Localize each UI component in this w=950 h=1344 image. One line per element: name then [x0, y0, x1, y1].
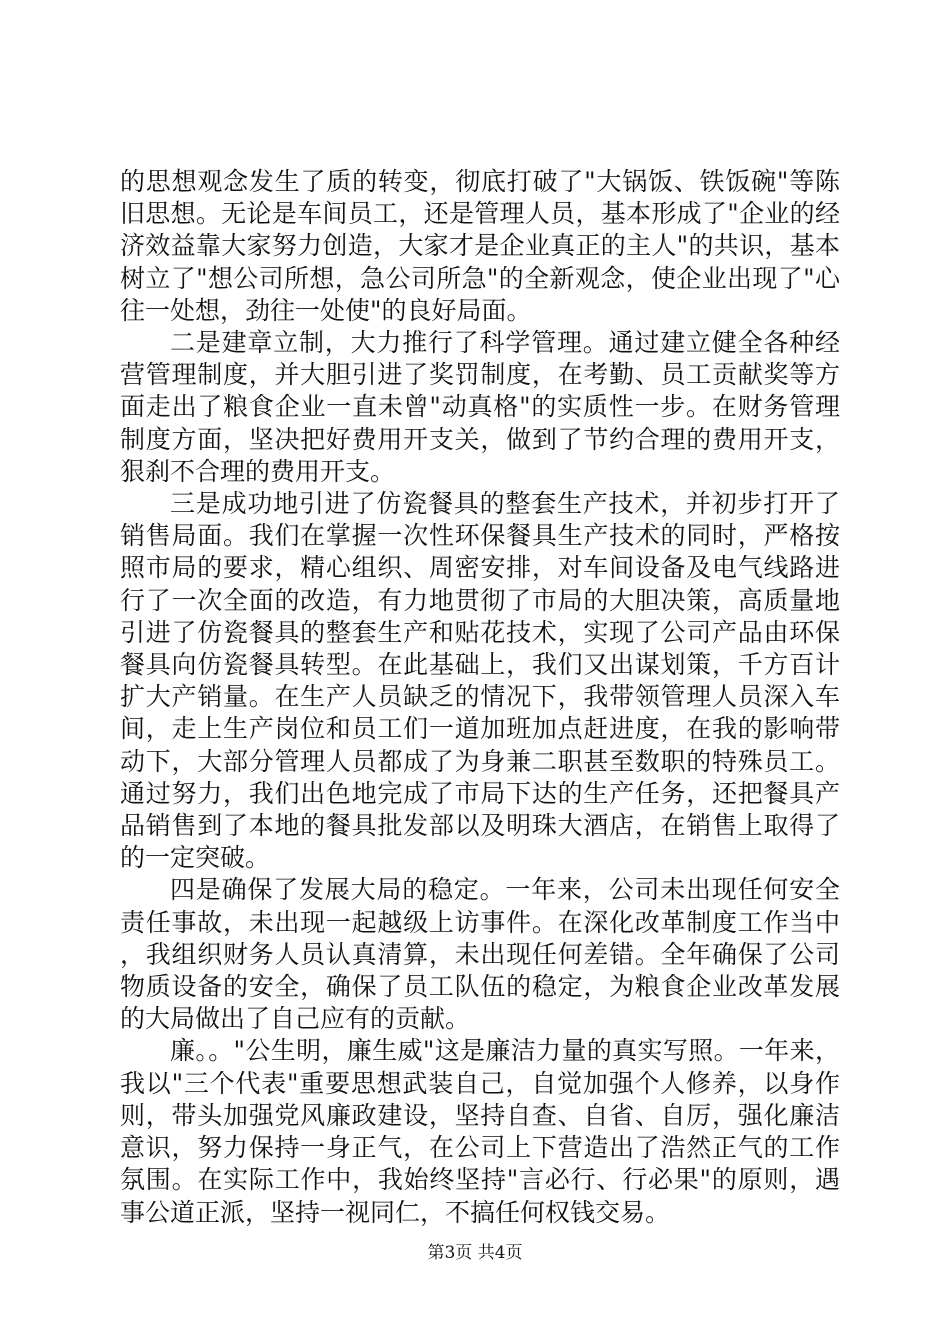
- page-number-footer: 第3页 共4页: [427, 1243, 523, 1263]
- paragraph-2: 二是建章立制，大力推行了科学管理。通过建立健全各种经营管理制度，并大胆引进了奖罚制度，在考勤、员工贡献奖等方面走出了粮食企业一直未曾"动真格"的实质性一步。在财务管理制度方面，坚决把好费用开支关，做到了节约合理的费用开支，狠刹不合理的费用开支。: [120, 328, 840, 486]
- paragraph-1: 的思想观念发生了质的转变，彻底打破了"大锅饭、铁饭碗"等陈旧思想。无论是车间员工，还是管理人员，基本形成了"企业的经济效益靠大家努力创造，大家才是企业真正的主人"的共识，基本树立了"想公司所想，急公司所急"的全新观念，使企业出现了"心往一处想，劲往一处使"的良好局面。: [120, 167, 840, 325]
- paragraph-4: 四是确保了发展大局的稳定。一年来，公司未出现任何安全责任事故，未出现一起越级上访事件。在深化改革制度工作当中，我组织财务人员认真清算，未出现任何差错。全年确保了公司物质设备的安全，确保了员工队伍的稳定，为粮食企业改革发展的大局做出了自己应有的贡献。: [120, 875, 840, 1034]
- paragraph-3: 三是成功地引进了仿瓷餐具的整套生产技术，并初步打开了销售局面。我们在掌握一次性环保餐具生产技术的同时，严格按照市局的要求，精心组织、周密安排，对车间设备及电气线路进行了一次全面的改造，有力地贯彻了市局的大胆决策，高质量地引进了仿瓷餐具的整套生产和贴花技术，实现了公司产品由环保餐具向仿瓷餐具转型。在此基础上，我们又出谋划策，千方百计扩大产销量。在生产人员缺乏的情况下，我带领管理人员深入车间，走上生产岗位和员工们一道加班加点赶进度，在我的影响带动下，大部分管理人员都成了为身兼二职甚至数职的特殊员工。通过努力，我们出色地完成了市局下达的生产任务，还把餐具产品销售到了本地的餐具批发部以及明珠大酒店，在销售上取得了的一定突破。: [120, 489, 840, 873]
- document-body: [120, 166, 840, 1229]
- paragraph-5: 廉。。"公生明，廉生威"这是廉洁力量的真实写照。一年来，我以"三个代表"重要思想武装自己，自觉加强个人修养，以身作则，带头加强党风廉政建设，坚持自查、自省、自厉，强化廉洁意识，努力保持一身正气，在公司上下营造出了浩然正气的工作氛围。在实际工作中，我始终坚持"言必行、行必果"的原则，遇事公道正派，坚持一视同仁，不搞任何权钱交易。: [120, 1036, 840, 1227]
